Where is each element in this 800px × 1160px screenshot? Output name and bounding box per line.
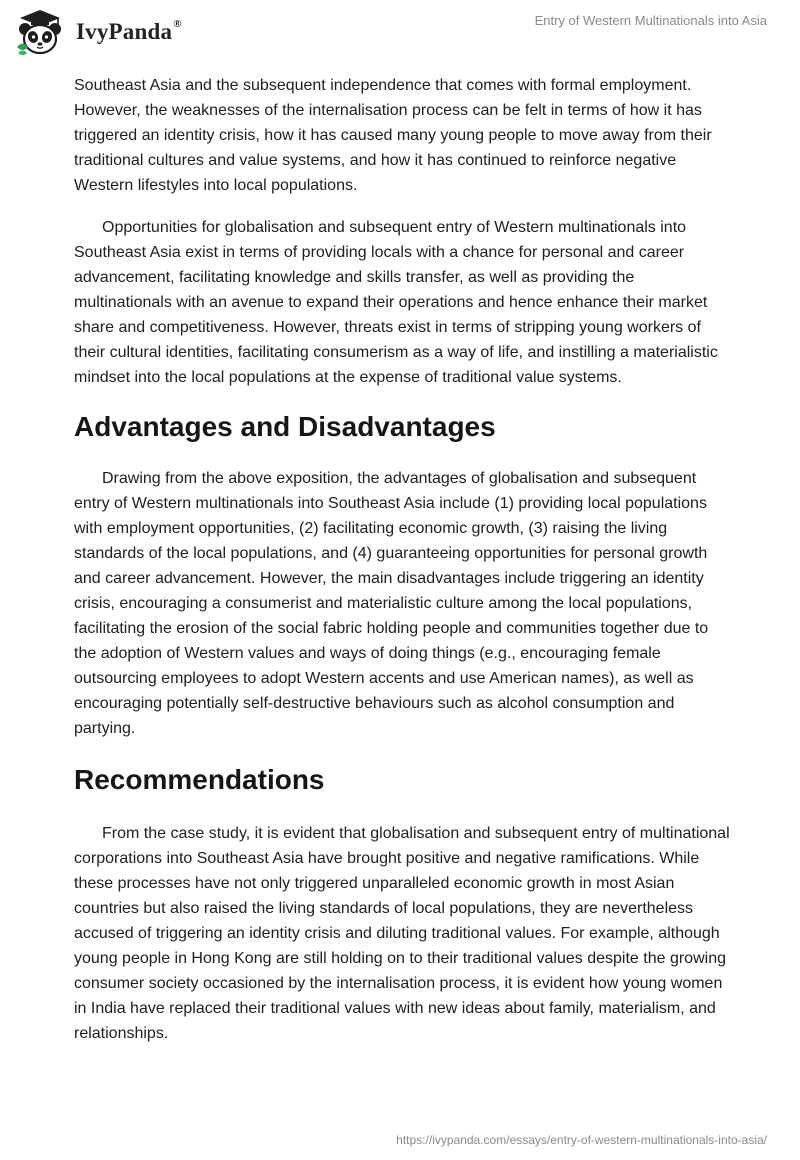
heading-recommendations: Recommendations [74, 764, 325, 795]
brand-logo[interactable] [14, 7, 182, 59]
source-url-link[interactable]: https://ivypanda.com/essays/entry-of-western-multinationals-into-asia/ [396, 1133, 767, 1147]
panda-graduate-icon [14, 7, 66, 59]
essay-content [74, 73, 734, 1046]
registered-mark: ® [173, 18, 182, 31]
page-header [0, 0, 800, 70]
paragraph-4: From the case study, it is evident that globalisation and subsequent entry of multinational corporations into Southeast Asia have brought positive and negative ramifications. While these processes have not only triggered unparalleled economic growth in most Asian countries but also raised the living standards of local populations, they are nevertheless accused of triggering an identity crisis and diluting traditional values. For example, although young people in Hong Kong are still holding on to their traditional values despite the growing consumer society occasioned by the internalisation process, it is evident how young women in India have replaced their traditional values with new ideas about family, materialism, and relationships. [74, 825, 730, 1042]
heading-advantages: Advantages and Disadvantages [74, 411, 496, 442]
document-title: Entry of Western Multinationals into Asia [534, 13, 767, 28]
paragraph-1: Southeast Asia and the subsequent independence that comes with formal employment. However, the weaknesses of the internalisation process can be felt in terms of how it has triggered an identity crisis, how it has caused many young people to move away from their traditional cultures and value systems, and how it has continued to reinforce negative Western lifestyles into local populations. [74, 77, 712, 194]
paragraph-2: Opportunities for globalisation and subsequent entry of Western multinationals into Southeast Asia exist in terms of providing locals with a chance for personal and career advancement, facilitating knowledge and skills transfer, as well as providing the multinationals with an avenue to expand their operations and hence enhance their market share and competitiveness. However, threats exist in terms of stripping young workers of their cultural identities, facilitating consumerism as a way of life, and instilling a materialistic mindset into the local populations at the expense of traditional value systems. [74, 219, 718, 386]
paragraph-3: Drawing from the above exposition, the advantages of globalisation and subsequent entry of Western multinationals into Southeast Asia include (1) providing local populations with employment opportunities, (2) facilitating economic growth, (3) raising the living standards of the local populations, and (4) guaranteeing opportunities for personal growth and career advancement. However, the main disadvantages include triggering an identity crisis, encouraging a consumerist and materialistic culture among the local populations, facilitating the erosion of the social fabric holding people and communities together due to the adoption of Western values and ways of doing things (e.g., encouraging female outsourcing employees to adopt Western accents and use American names), as well as encouraging potentially self-destructive behaviours such as alcohol consumption and partying. [74, 470, 709, 737]
brand-name: IvyPanda® [76, 18, 182, 44]
